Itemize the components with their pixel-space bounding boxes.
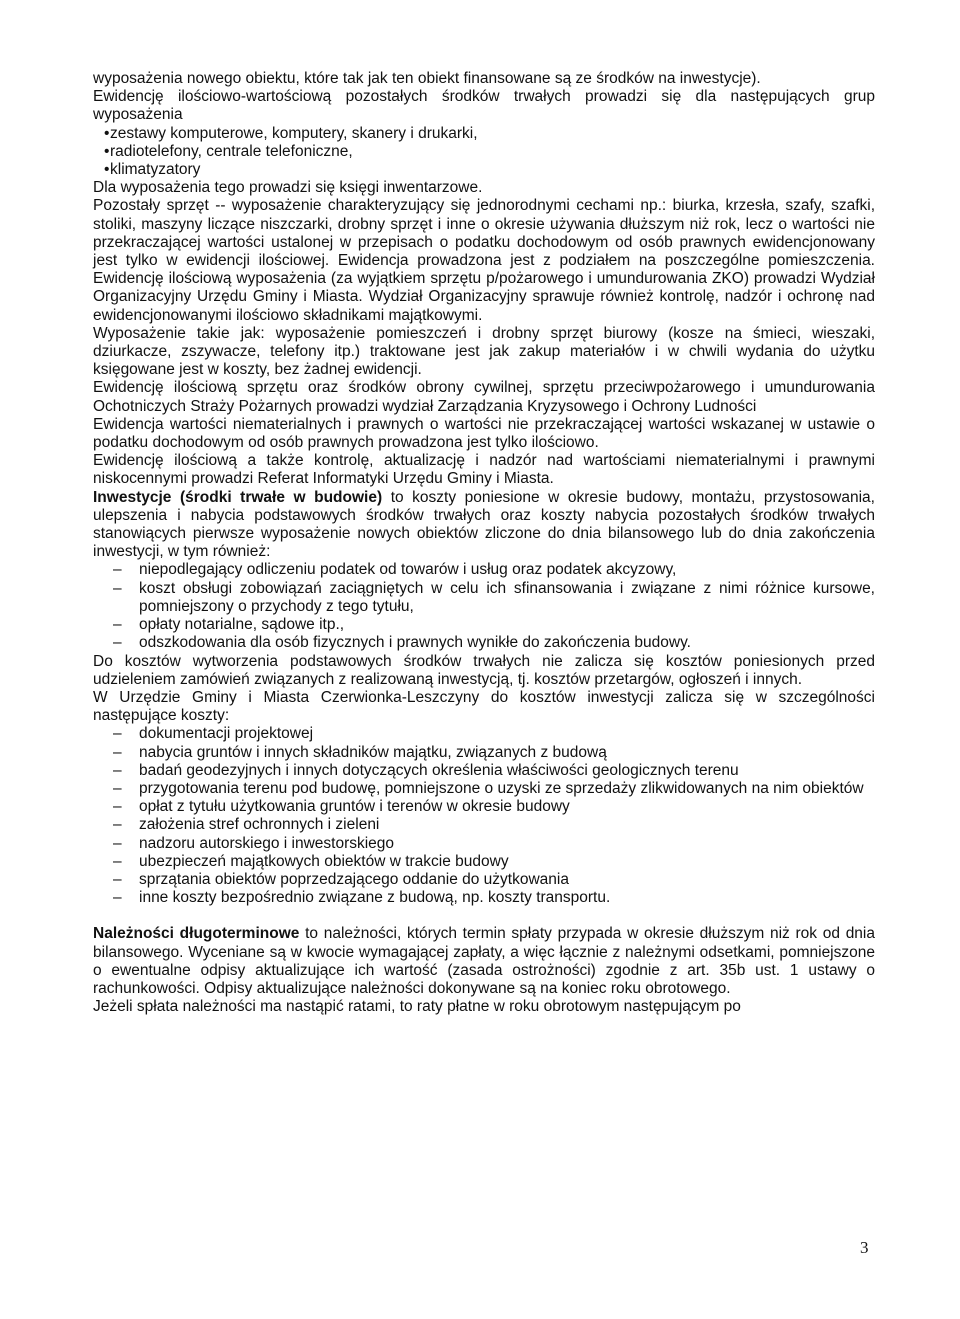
list-item: – ubezpieczeń majątkowych obiektów w trakcie budowy: [93, 853, 875, 871]
paragraph: Ewidencję ilościowo-wartościową pozostałych środków trwałych prowadzi się dla następujących grup wyposażenia: [93, 88, 875, 124]
list-item: – przygotowania terenu pod budowę, pomniejszone o uzyski ze sprzedaży zlikwidowanych na nim obiektów: [93, 780, 875, 798]
list-item: – opłat z tytułu użytkowania gruntów i terenów w okresie budowy: [93, 798, 875, 816]
paragraph-text: to koszty poniesione w okresie budowy, montażu, przystosowania, ulepszenia i nabycia podstawowych środków trwałych oraz koszty nabycia pozostałych środków trwałych stanowiących pierwsze wyposażenie nowych obiektów zliczone do dnia bilansowego lub do dnia zakończenia inwestycji, w tym również:: [93, 488, 875, 561]
list-item: – niepodlegający odliczeniu podatek od towarów i usług oraz podatek akcyzowy,: [93, 561, 875, 579]
list-item: • zestawy komputerowe, komputery, skanery i drukarki,: [93, 125, 875, 143]
paragraph: Pozostały sprzęt -- wyposażenie charakteryzujący się jednorodnymi cechami np.: biurka, krzesła, szafy, szafki, stoliki, maszyny liczące niszczarki, drobny sprzęt i inne o okresie używania dłuższym niż rok, lecz o wartości nie przekraczającej wartości ustalonej w przepisach o podatku dochodowym od osób prawnych ewidencjonowany jest tylko w ewidencji ilościowej. Ewidencja prowadzona jest z podziałem na poszczególne pomieszczenia. Ewidencję ilościową wyposażenia (za wyjątkiem sprzętu p/pożarowego i umundurowania ZKO) prowadzi Wydział Organizacyjny Urzędu Gminy i Miasta. Wydział Organizacyjny sprawuje również kontrolę, nadzór i ochronę nad ewidencjonowanymi ilościowo składnikami majątkowymi.: [93, 197, 875, 324]
list-item: – badań geodezyjnych i innych dotyczących określenia właściwości geologicznych terenu: [93, 762, 875, 780]
investment-costs-list: [93, 725, 875, 907]
paragraph: Ewidencję ilościową a także kontrolę, aktualizację i nadzór nad wartościami niematerialnymi i prawnymi niskocennymi prowadzi Referat Informatyki Urzędu Gminy i Miasta.: [93, 452, 875, 488]
paragraph-gap: [93, 907, 875, 925]
document-body: [93, 70, 875, 1016]
paragraph: Do kosztów wytworzenia podstawowych środków trwałych nie zalicza się kosztów poniesionych przed udzieleniem zamówień związanych z realizowaną inwestycją, tj. kosztów przetargów, ogłoszeń i innych.: [93, 652, 875, 688]
list-item: – nadzoru autorskiego i inwestorskiego: [93, 835, 875, 853]
paragraph-text: to należności, których termin spłaty przypada w okresie dłuższym niż rok od dnia bilansowego. Wyceniane są w kwocie wymagającej zapłaty, a więc łącznie z należnymi odsetkami, pomniejszone o ewentualne odpisy aktualizujące ich wartość (zasada ostrożności) zgodnie z art. 35b ust. 1 ustawy o rachunkowości. Odpisy aktualizujące należności dokonywane są na koniec roku obrotowego.: [93, 925, 875, 997]
paragraph: Ewidencję ilościową sprzętu oraz środków obrony cywilnej, sprzętu przeciwpożarowego i umundurowania Ochotniczych Straży Pożarnych prowadzi wydział Zarządzania Kryzysowego i Ochrony Ludności: [93, 379, 875, 415]
investment-includes-list: [93, 561, 875, 652]
paragraph: Wyposażenie takie jak: wyposażenie pomieszczeń i drobny sprzęt biurowy (kosze na śmieci, wieszaki, dziurkacze, zszywacze, telefony itp.) traktowane jest jak zakup materiałów i w chwili wydania do użytku księgowane jest w koszty, bez żadnej ewidencji.: [93, 324, 875, 379]
section-term: Inwestycje (środki trwałe w budowie): [93, 488, 383, 506]
page-number: 3: [860, 1238, 869, 1257]
list-item: – opłaty notarialne, sądowe itp.,: [93, 616, 875, 634]
list-item: • radiotelefony, centrale telefoniczne,: [93, 143, 875, 161]
paragraph: [93, 489, 875, 562]
list-item: – założenia stref ochronnych i zieleni: [93, 816, 875, 834]
paragraph: Jeżeli spłata należności ma nastąpić ratami, to raty płatne w roku obrotowym następującym po: [93, 998, 741, 1016]
equipment-group-list: [93, 125, 875, 180]
list-item: – sprzątania obiektów poprzedzającego oddanie do użytkowania: [93, 871, 875, 889]
paragraph: Ewidencja wartości niematerialnych i prawnych o wartości nie przekraczającej wartości wskazanej w ustawie o podatku dochodowym od osób prawnych prowadzona jest tylko ilościowo.: [93, 415, 875, 452]
paragraph: wyposażenia nowego obiektu, które tak jak ten obiekt finansowane są ze środków na inwestycje).: [93, 70, 761, 87]
section-term: Należności długoterminowe: [93, 925, 300, 943]
list-item: • klimatyzatory: [93, 161, 875, 179]
paragraph: Dla wyposażenia tego prowadzi się księgi inwentarzowe.: [93, 179, 483, 197]
list-item: – odszkodowania dla osób fizycznych i prawnych wynikłe do zakończenia budowy.: [93, 634, 875, 652]
list-item: – nabycia gruntów i innych składników majątku, związanych z budową: [93, 744, 875, 762]
list-item: – koszt obsługi zobowiązań zaciągniętych w celu ich sfinansowania i związane z nimi różnice kursowe, pomniejszony o przychody z tego tytułu,: [93, 580, 875, 616]
paragraph: W Urzędzie Gminy i Miasta Czerwionka-Leszczyny do kosztów inwestycji zalicza się w szczególności następujące koszty:: [93, 688, 875, 725]
paragraph: [93, 925, 875, 998]
list-item: – inne koszty bezpośrednio związane z budową, np. koszty transportu.: [93, 889, 875, 907]
list-item: – dokumentacji projektowej: [93, 725, 875, 743]
